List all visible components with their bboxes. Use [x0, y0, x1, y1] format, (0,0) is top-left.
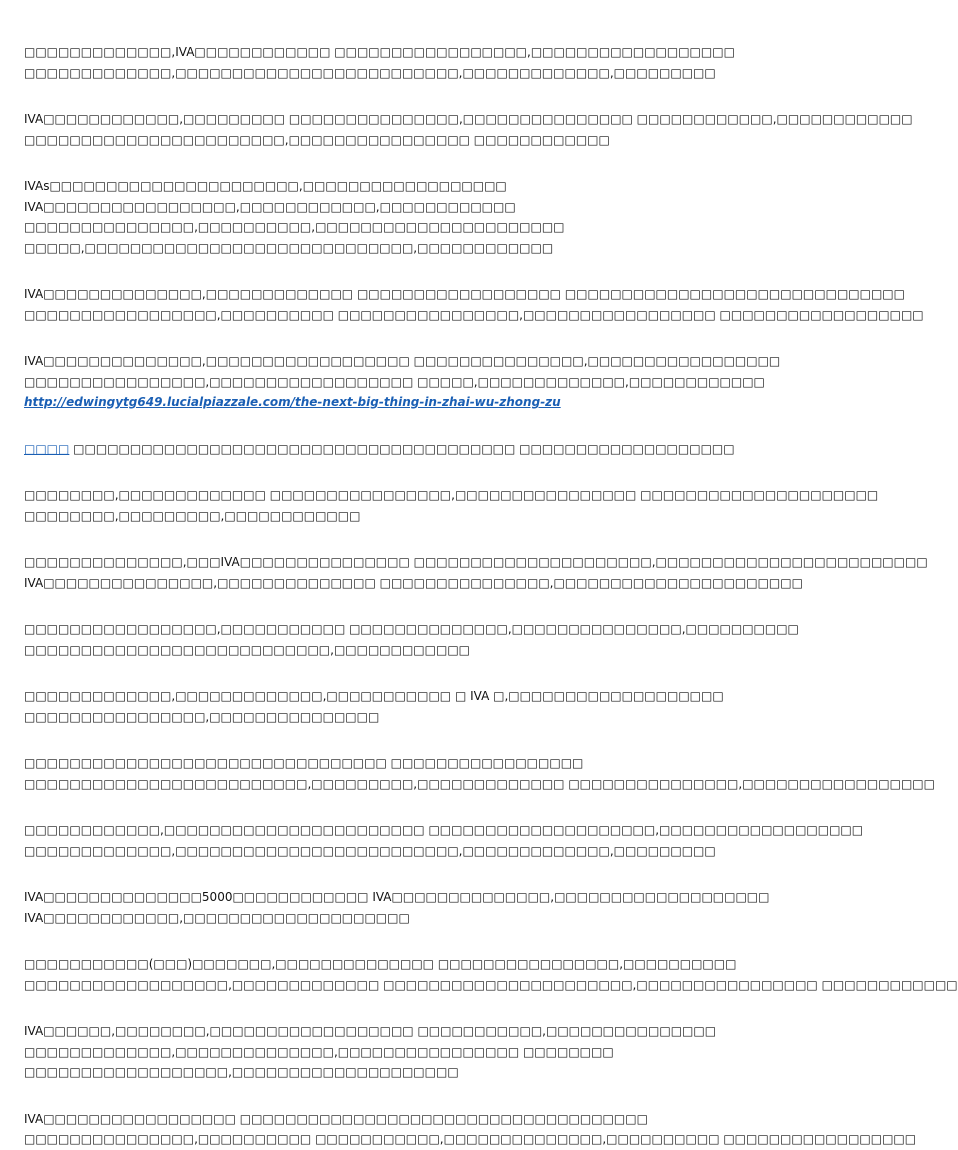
text-line: IVAs□□□□□□□□□□□□□□□□□□□□□□,□□□□□□□□□□□□□□□□□□ [24, 179, 507, 193]
paragraph-8 [24, 552, 928, 593]
text-line: □□□□□□□□□□□□□□□,□□□□□□□□□□,□□□□□□□□□□□□□□□□□□□□□□ [24, 220, 565, 234]
paragraph-5 [24, 351, 781, 413]
text-line [24, 439, 735, 460]
text-line: □□□□□□□□,□□□□□□□□□□□□□ □□□□□□□□□□□□□□□□,□□□□□□□□□□□□□□□□ □□□□□□□□□□□□□□□□□□□□□ [24, 488, 879, 502]
text-line: IVA□□□□□□□□□□□□□□□□□,□□□□□□□□□□□□,□□□□□□□□□□□□ [24, 199, 516, 214]
text-line-tail: □□□□□□□□□□□□□□□□□□□□□□□□□□□□□□□□□□□□□□□ □□□□□□□□□□□□□□□□□□□ [69, 441, 735, 456]
paragraph-4 [24, 284, 924, 325]
text-line: □□□□□,□□□□□□□□□□□□□□□□□□□□□□□□□□□□□,□□□□□□□□□□□□ [24, 240, 554, 255]
text-line: □□□□□□□□□□□□□□,□□□IVA□□□□□□□□□□□□□□□ □□□□□□□□□□□□□□□□□□□□□,□□□□□□□□□□□□□□□□□□□□□□□□ [24, 555, 928, 569]
text-line: □□□□□□□□□□□□□□□□,□□□□□□□□□□□□□□□□□□ □□□□□,□□□□□□□□□□□□□,□□□□□□□□□□□□ [24, 374, 765, 389]
paragraph-2 [24, 109, 913, 150]
text-line: □□□□□□□□□□□□□□□□□□□□□□□,□□□□□□□□□□□□□□□□ □□□□□□□□□□□□ [24, 132, 610, 147]
text-line: IVA□□□□□□□□□□□□,□□□□□□□□□ □□□□□□□□□□□□□□□,□□□□□□□□□□□□□□□ □□□□□□□□□□□□,□□□□□□□□□□□□ [24, 112, 913, 126]
paragraph-6 [24, 439, 735, 460]
article-link[interactable]: http://edwingytg649.lucialpiazzale.com/the-next-big-thing-in-zhai-wu-zhong-zu [24, 395, 561, 409]
paragraph-11 [24, 753, 935, 794]
text-line: □□□□□□□□□□□□□□□□□□,□□□□□□□□□□□□□□□□□□□□ [24, 1065, 459, 1079]
text-line: □□□□□□□□□□□□□□□□□□□□□□□□□□□□□□□□ □□□□□□□□□□□□□□□□□ [24, 756, 584, 770]
paragraph-7 [24, 485, 879, 526]
text-line-link [24, 392, 696, 413]
text-line: IVA□□□□□□□□□□□□,□□□□□□□□□□□□□□□□□□□□ [24, 910, 410, 925]
text-line: IVA□□□□□□□□□□□□□□,□□□□□□□□□□□□□□□□□□ □□□□□□□□□□□□□□□,□□□□□□□□□□□□□□□□□ [24, 354, 781, 368]
paragraph-15 [24, 1021, 717, 1083]
paragraph-13 [24, 887, 770, 928]
text-line: □□□□□□□□□□□(□□□)□□□□□□□,□□□□□□□□□□□□□□ □□□□□□□□□□□□□□□□,□□□□□□□□□□ [24, 957, 737, 971]
paragraph-14 [24, 954, 958, 995]
text-line: □□□□□□□□□□□□□□□□□□□□□□□□□,□□□□□□□□□,□□□□□□□□□□□□□ □□□□□□□□□□□□□□□,□□□□□□□□□□□□□□□□□ [24, 776, 935, 791]
text-line: □□□□□□□□□□□□□,□□□□□□□□□□□□□□□□□□□□□□□□□,□□□□□□□□□□□□□,□□□□□□□□□ [24, 65, 716, 80]
text-line: □□□□□□□□□□□□□,IVA□□□□□□□□□□□□ □□□□□□□□□□□□□□□□□,□□□□□□□□□□□□□□□□□□ [24, 45, 735, 59]
paragraph-1 [24, 42, 735, 83]
text-line: □□□□□□□□,□□□□□□□□□,□□□□□□□□□□□□ [24, 508, 361, 523]
text-line: IVA□□□□□□□□□□□□□□□□□ □□□□□□□□□□□□□□□□□□□□□□□□□□□□□□□□□□□□ [24, 1111, 648, 1126]
text-line: □□□□□□□□□□□□□□□□,□□□□□□□□□□□□□□□ [24, 709, 380, 724]
paragraph-3 [24, 176, 696, 258]
text-line: □□□□□□□□□□□□□□□□□□□□□□□□□□□,□□□□□□□□□□□□ [24, 642, 470, 657]
paragraph-12 [24, 820, 864, 861]
text-line: □□□□□□□□□□□□,□□□□□□□□□□□□□□□□□□□□□□□ □□□□□□□□□□□□□□□□□□□□,□□□□□□□□□□□□□□□□□□ [24, 823, 864, 837]
paragraph-16 [24, 1109, 917, 1150]
text-line: □□□□□□□□□□□□□,□□□□□□□□□□□□□□,□□□□□□□□□□□□□□□□ □□□□□□□□ [24, 1044, 614, 1059]
paragraph-9 [24, 619, 799, 660]
text-line: □□□□□□□□□□□□□□□□□□,□□□□□□□□□□□□□ □□□□□□□□□□□□□□□□□□□□□□,□□□□□□□□□□□□□□□□ □□□□□□□□□□□□ [24, 977, 958, 992]
text-line: IVA□□□□□□□□□□□□□□□,□□□□□□□□□□□□□□ □□□□□□□□□□□□□□□,□□□□□□□□□□□□□□□□□□□□□□ [24, 575, 803, 590]
text-line: IVA□□□□□□□□□□□□□□,□□□□□□□□□□□□□ □□□□□□□□□□□□□□□□□□ □□□□□□□□□□□□□□□□□□□□□□□□□□□□□□ [24, 287, 905, 301]
text-line: IVA□□□□□□□□□□□□□□5000□□□□□□□□□□□□ IVA□□□□□□□□□□□□□□,□□□□□□□□□□□□□□□□□□□ [24, 890, 770, 904]
text-line: □□□□□□□□□□□□□□□□□,□□□□□□□□□□□ □□□□□□□□□□□□□□,□□□□□□□□□□□□□□□,□□□□□□□□□□ [24, 622, 799, 636]
text-line: IVA□□□□□□,□□□□□□□□,□□□□□□□□□□□□□□□□□□ □□□□□□□□□□□,□□□□□□□□□□□□□□□ [24, 1024, 717, 1038]
text-line: □□□□□□□□□□□□□,□□□□□□□□□□□□□,□□□□□□□□□□□ □ IVA □,□□□□□□□□□□□□□□□□□□□ [24, 689, 724, 703]
text-line: □□□□□□□□□□□□□□□□□,□□□□□□□□□□ □□□□□□□□□□□□□□□□,□□□□□□□□□□□□□□□□□ □□□□□□□□□□□□□□□□□□ [24, 307, 924, 322]
anchor-link[interactable]: □□□□ [24, 441, 70, 456]
paragraph-10 [24, 686, 724, 727]
text-line: □□□□□□□□□□□□□,□□□□□□□□□□□□□□□□□□□□□□□□□,□□□□□□□□□□□□□,□□□□□□□□□ [24, 843, 716, 858]
text-line: □□□□□□□□□□□□□□□,□□□□□□□□□□ □□□□□□□□□□□,□□□□□□□□□□□□□□,□□□□□□□□□□ □□□□□□□□□□□□□□□□□ [24, 1132, 917, 1146]
document-body [24, 42, 958, 1150]
